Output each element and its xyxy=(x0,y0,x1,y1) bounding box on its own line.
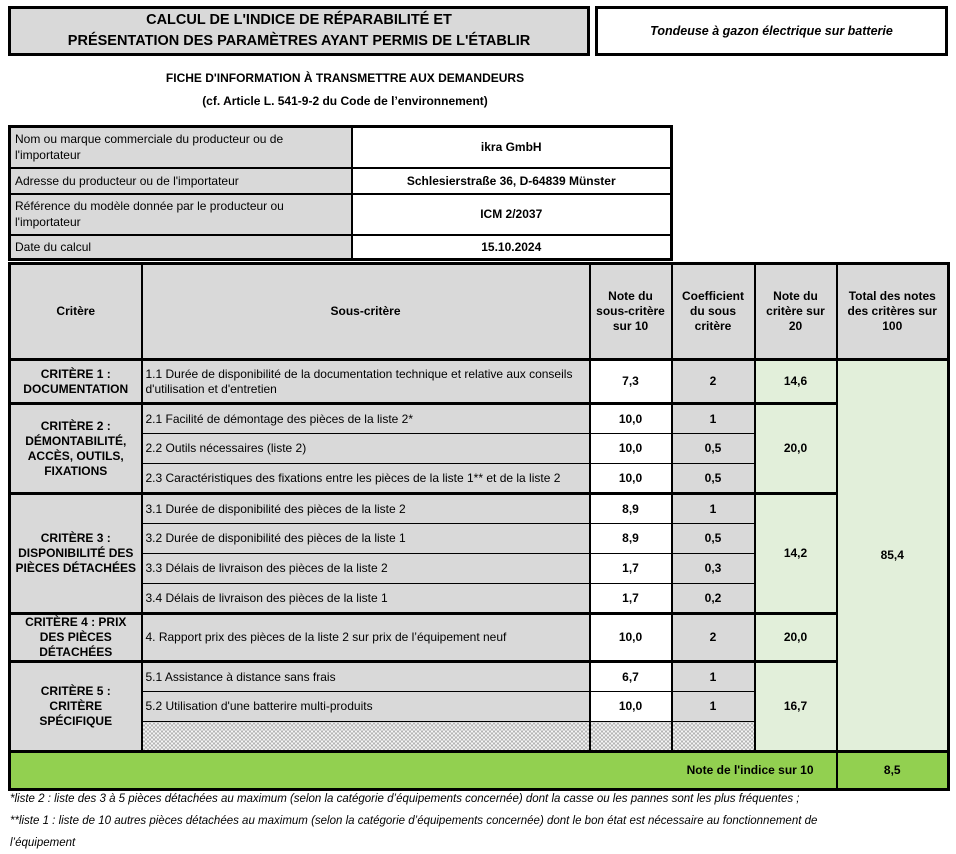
footnotes xyxy=(10,788,956,854)
empty-hatched-cell xyxy=(142,722,590,752)
subcriterion-label: 4. Rapport prix des pièces de la liste 2 sur prix de l’équipement neuf xyxy=(142,614,590,662)
criterion-2-score20: 20,0 xyxy=(755,404,837,494)
subcriterion-label: 2.1 Facilité de démontage des pièces de la liste 2* xyxy=(142,404,590,434)
note10-value: 10,0 xyxy=(590,404,672,434)
note10-value: 10,0 xyxy=(590,692,672,722)
footnote-liste2: *liste 2 : liste des 3 à 5 pièces détachées au maximum (selon la catégorie d’équipements concernée) dont la casse ou les pannes sont les plus fréquentes ; xyxy=(10,793,800,805)
table-row xyxy=(10,404,949,434)
table-row xyxy=(10,194,672,235)
calc-date-value: 15.10.2024 xyxy=(352,235,672,260)
coefficient-value: 1 xyxy=(672,692,755,722)
subcriterion-label: 1.1 Durée de disponibilité de la documentation technique et relative aux conseils d'utilisation et d'entretien xyxy=(142,360,590,404)
criterion-3-score20: 14,2 xyxy=(755,494,837,614)
criterion-2-label: CRITÈRE 2 : DÉMONTABILITÉ, ACCÈS, OUTILS, FIXATIONS xyxy=(10,404,142,494)
note10-value: 1,7 xyxy=(590,584,672,614)
coefficient-value: 1 xyxy=(672,662,755,692)
table-row xyxy=(10,662,949,692)
final-index-row xyxy=(10,752,949,790)
footnote-liste1: **liste 1 : liste de 10 autres pièces détachées au maximum (selon la catégorie d’équipements concernée) dont le bon état est nécessaire au fonctionnement de xyxy=(10,815,818,827)
document-header xyxy=(8,6,948,56)
criterion-4-label: CRITÈRE 4 : PRIX DES PIÈCES DÉTACHÉES xyxy=(10,614,142,662)
subcriterion-label: 3.3 Délais de livraison des pièces de la liste 2 xyxy=(142,554,590,584)
subcriterion-label: 2.3 Caractéristiques des fixations entre les pièces de la liste 1** et de la liste 2 xyxy=(142,464,590,494)
header-subcriterion: Sous-critère xyxy=(142,264,590,360)
note10-value: 6,7 xyxy=(590,662,672,692)
criterion-5-label: CRITÈRE 5 : CRITÈRE SPÉCIFIQUE xyxy=(10,662,142,752)
footnote-continuation: l’équipement xyxy=(10,837,76,849)
table-row xyxy=(10,127,672,168)
document-title xyxy=(8,6,590,56)
document-subtitle xyxy=(0,67,690,113)
coefficient-value: 2 xyxy=(672,614,755,662)
subcriterion-label: 2.2 Outils nécessaires (liste 2) xyxy=(142,434,590,464)
producer-info-table xyxy=(8,125,673,261)
coefficient-value: 0,5 xyxy=(672,524,755,554)
model-reference-label: Référence du modèle donnée par le producteur ou l'importateur xyxy=(10,194,352,235)
header-total100: Total des notes des critères sur 100 xyxy=(837,264,949,360)
product-name-box xyxy=(595,6,948,56)
coefficient-value: 1 xyxy=(672,494,755,524)
table-row xyxy=(10,494,949,524)
note10-value: 1,7 xyxy=(590,554,672,584)
subcriterion-label: 3.4 Délais de livraison des pièces de la liste 1 xyxy=(142,584,590,614)
note10-value: 8,9 xyxy=(590,494,672,524)
coefficient-value: 2 xyxy=(672,360,755,404)
producer-name-value: ikra GmbH xyxy=(352,127,672,168)
subcriterion-label: 3.2 Durée de disponibilité des pièces de la liste 1 xyxy=(142,524,590,554)
subcriterion-label: 5.1 Assistance à distance sans frais xyxy=(142,662,590,692)
header-note10: Note du sous-critère sur 10 xyxy=(590,264,672,360)
calc-date-label: Date du calcul xyxy=(10,235,352,260)
producer-address-label: Adresse du producteur ou de l'importateur xyxy=(10,168,352,194)
coefficient-value: 1 xyxy=(672,404,755,434)
total-score100: 85,4 xyxy=(837,360,949,752)
subcriterion-label: 3.1 Durée de disponibilité des pièces de la liste 2 xyxy=(142,494,590,524)
final-index-score: 8,5 xyxy=(837,752,949,790)
table-header-row xyxy=(10,264,949,360)
subtitle-line2: (cf. Article L. 541-9-2 du Code de l’environnement) xyxy=(202,94,488,108)
note10-value: 10,0 xyxy=(590,434,672,464)
producer-address-value: Schlesierstraße 36, D-64839 Münster xyxy=(352,168,672,194)
header-coefficient: Coefficient du sous critère xyxy=(672,264,755,360)
table-row xyxy=(10,360,949,404)
header-criterion: Critère xyxy=(10,264,142,360)
empty-hatched-cell xyxy=(672,722,755,752)
coefficient-value: 0,5 xyxy=(672,464,755,494)
criterion-3-label: CRITÈRE 3 : DISPONIBILITÉ DES PIÈCES DÉTACHÉES xyxy=(10,494,142,614)
coefficient-value: 0,2 xyxy=(672,584,755,614)
table-row xyxy=(10,614,949,662)
header-note20: Note du critère sur 20 xyxy=(755,264,837,360)
criterion-4-score20: 20,0 xyxy=(755,614,837,662)
product-name: Tondeuse à gazon électrique sur batterie xyxy=(650,24,893,38)
table-row xyxy=(10,168,672,194)
criterion-1-score20: 14,6 xyxy=(755,360,837,404)
empty-hatched-cell xyxy=(590,722,672,752)
subtitle-line1: FICHE D'INFORMATION À TRANSMETTRE AUX DEMANDEURS xyxy=(165,71,525,85)
note10-value: 10,0 xyxy=(590,464,672,494)
model-reference-value: ICM 2/2037 xyxy=(352,194,672,235)
criterion-1-label: CRITÈRE 1 : DOCUMENTATION xyxy=(10,360,142,404)
table-row xyxy=(10,235,672,260)
producer-name-label: Nom ou marque commerciale du producteur ou de l'importateur xyxy=(10,127,352,168)
document-title-line2: PRÉSENTATION DES PARAMÈTRES AYANT PERMIS DE L'ÉTABLIR xyxy=(67,33,531,49)
subcriterion-label: 5.2 Utilisation d'une batterire multi-produits xyxy=(142,692,590,722)
coefficient-value: 0,5 xyxy=(672,434,755,464)
score-table xyxy=(8,262,950,791)
criterion-5-score20: 16,7 xyxy=(755,662,837,752)
document-title-line1: CALCUL DE L'INDICE DE RÉPARABILITÉ ET xyxy=(146,12,452,28)
coefficient-value: 0,3 xyxy=(672,554,755,584)
note10-value: 7,3 xyxy=(590,360,672,404)
note10-value: 8,9 xyxy=(590,524,672,554)
final-index-label: Note de l'indice sur 10 xyxy=(10,752,837,790)
note10-value: 10,0 xyxy=(590,614,672,662)
